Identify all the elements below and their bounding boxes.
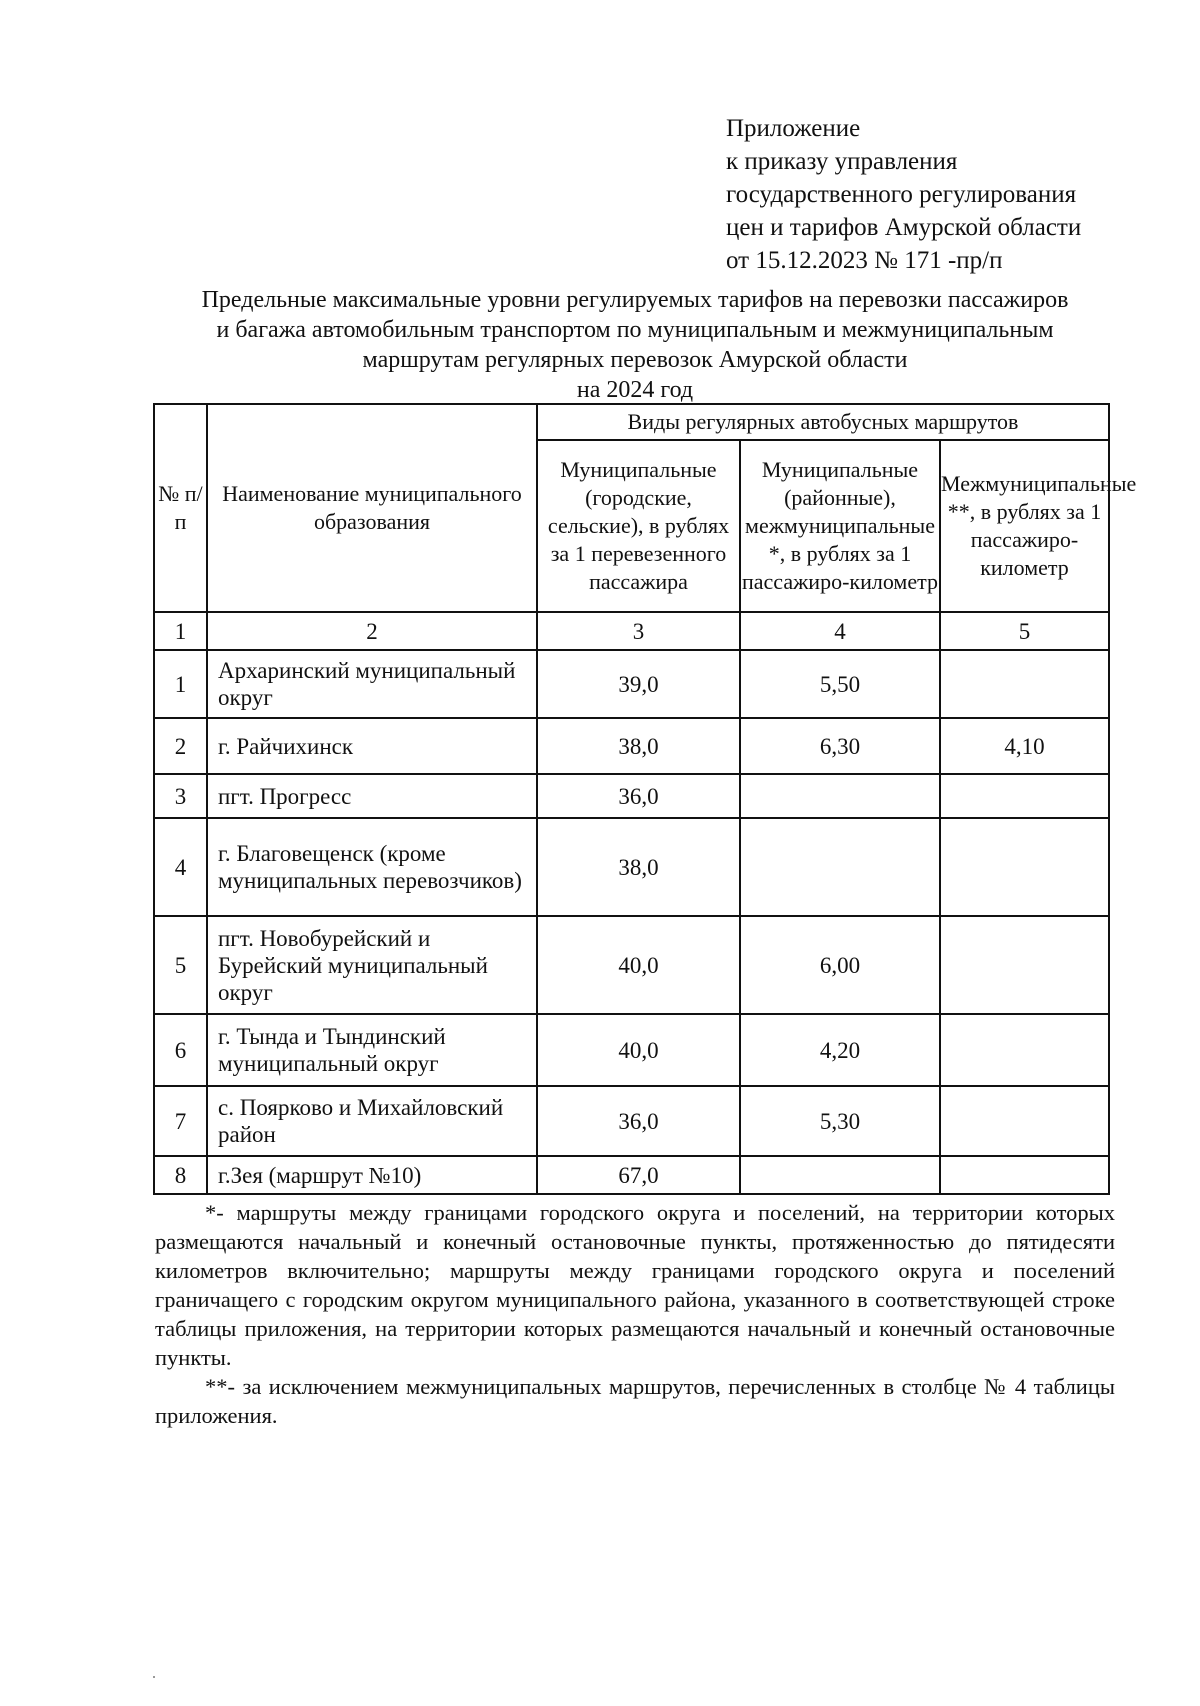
row-col4: 6,00 bbox=[740, 916, 940, 1014]
row-col3: 38,0 bbox=[537, 718, 740, 774]
appendix-line: к приказу управления bbox=[726, 148, 958, 175]
row-municipality: пгт. Прогресс bbox=[207, 774, 537, 818]
row-col3: 67,0 bbox=[537, 1156, 740, 1194]
row-municipality: г. Райчихинск bbox=[207, 718, 537, 774]
table-row bbox=[154, 1014, 1109, 1086]
appendix-line: Приложение bbox=[726, 115, 861, 142]
row-col3: 36,0 bbox=[537, 774, 740, 818]
title-line: на 2024 год bbox=[576, 377, 694, 403]
column-number: 5 bbox=[940, 612, 1109, 650]
row-col5: 4,10 bbox=[940, 718, 1109, 774]
table-row bbox=[154, 1086, 1109, 1156]
title-line: и багажа автомобильным транспортом по муниципальным и межмуниципальным bbox=[216, 317, 1054, 343]
row-number: 2 bbox=[154, 718, 207, 774]
table-row bbox=[154, 818, 1109, 916]
table-row bbox=[154, 1156, 1109, 1194]
document-title bbox=[150, 285, 1120, 405]
table-row bbox=[154, 916, 1109, 1014]
row-number: 5 bbox=[154, 916, 207, 1014]
row-col5 bbox=[940, 1014, 1109, 1086]
row-col4 bbox=[740, 1156, 940, 1194]
row-col4: 5,50 bbox=[740, 650, 940, 718]
appendix-line: от 15.12.2023 № 171 -пр/п bbox=[726, 247, 1003, 274]
row-col3: 40,0 bbox=[537, 1014, 740, 1086]
title-line: маршрутам регулярных перевозок Амурской области bbox=[362, 347, 908, 373]
row-col5 bbox=[940, 916, 1109, 1014]
row-municipality: Архаринский муниципальный округ bbox=[207, 650, 537, 718]
tariff-table bbox=[153, 403, 1137, 1195]
row-municipality: г. Благовещенск (кроме муниципальных перевозчиков) bbox=[207, 818, 537, 916]
header-route-types: Виды регулярных автобусных маршрутов bbox=[537, 404, 1109, 440]
table-row bbox=[154, 650, 1109, 718]
column-number: 1 bbox=[154, 612, 207, 650]
row-col3: 40,0 bbox=[537, 916, 740, 1014]
column-number: 3 bbox=[537, 612, 740, 650]
footnotes bbox=[155, 1198, 1115, 1430]
header-municipality: Наименование муниципального образования bbox=[207, 404, 537, 612]
column-number-row bbox=[154, 612, 1109, 650]
row-col4: 4,20 bbox=[740, 1014, 940, 1086]
row-number: 3 bbox=[154, 774, 207, 818]
row-number: 7 bbox=[154, 1086, 207, 1156]
row-number: 1 bbox=[154, 650, 207, 718]
row-col4 bbox=[740, 818, 940, 916]
appendix-header bbox=[726, 112, 1166, 277]
footnote-single-asterisk: *- маршруты между границами городского округа и поселений, на территории которых размещаются начальный и конечный остановочные пункты, протяженностью до пятидесяти километров включительно; маршруты между границами городского округа и поселений граничащего с городским округом муниципального района, указанного в соответствующей строке таблицы приложения, на территории которых размещаются начальный и конечный остановочные пункты. bbox=[155, 1200, 1115, 1370]
row-col5 bbox=[940, 774, 1109, 818]
row-col4: 5,30 bbox=[740, 1086, 940, 1156]
row-municipality: г. Тында и Тындинский муниципальный округ bbox=[207, 1014, 537, 1086]
table-row bbox=[154, 718, 1109, 774]
row-municipality: с. Поярково и Михайловский район bbox=[207, 1086, 537, 1156]
row-municipality: пгт. Новобурейский и Бурейский муниципальный округ bbox=[207, 916, 537, 1014]
row-col5 bbox=[940, 1086, 1109, 1156]
row-col4: 6,30 bbox=[740, 718, 940, 774]
header-col4: Муниципальные (районные), межмуниципальные *, в рублях за 1 пассажиро-километр bbox=[740, 440, 940, 612]
row-col3: 39,0 bbox=[537, 650, 740, 718]
row-col5 bbox=[940, 1156, 1109, 1194]
scan-speck bbox=[153, 1676, 155, 1678]
footnote-double-asterisk: **- за исключением межмуниципальных маршрутов, перечисленных в столбце № 4 таблицы приложения. bbox=[155, 1374, 1115, 1428]
table-row bbox=[154, 774, 1109, 818]
row-col3: 36,0 bbox=[537, 1086, 740, 1156]
row-col4 bbox=[740, 774, 940, 818]
header-col3: Муниципальные (городские, сельские), в рублях за 1 перевезенного пассажира bbox=[537, 440, 740, 612]
row-col3: 38,0 bbox=[537, 818, 740, 916]
row-number: 4 bbox=[154, 818, 207, 916]
appendix-line: цен и тарифов Амурской области bbox=[726, 214, 1082, 241]
header-col5: Межмуниципальные **, в рублях за 1 пассажиро-километр bbox=[940, 440, 1109, 612]
column-number: 2 bbox=[207, 612, 537, 650]
row-municipality: г.Зея (маршрут №10) bbox=[207, 1156, 537, 1194]
row-col5 bbox=[940, 818, 1109, 916]
column-number: 4 bbox=[740, 612, 940, 650]
header-number: № п/п bbox=[154, 404, 207, 612]
appendix-line: государственного регулирования bbox=[726, 181, 1077, 208]
row-number: 8 bbox=[154, 1156, 207, 1194]
row-col5 bbox=[940, 650, 1109, 718]
title-line: Предельные максимальные уровни регулируемых тарифов на перевозки пассажиров bbox=[201, 287, 1069, 313]
row-number: 6 bbox=[154, 1014, 207, 1086]
